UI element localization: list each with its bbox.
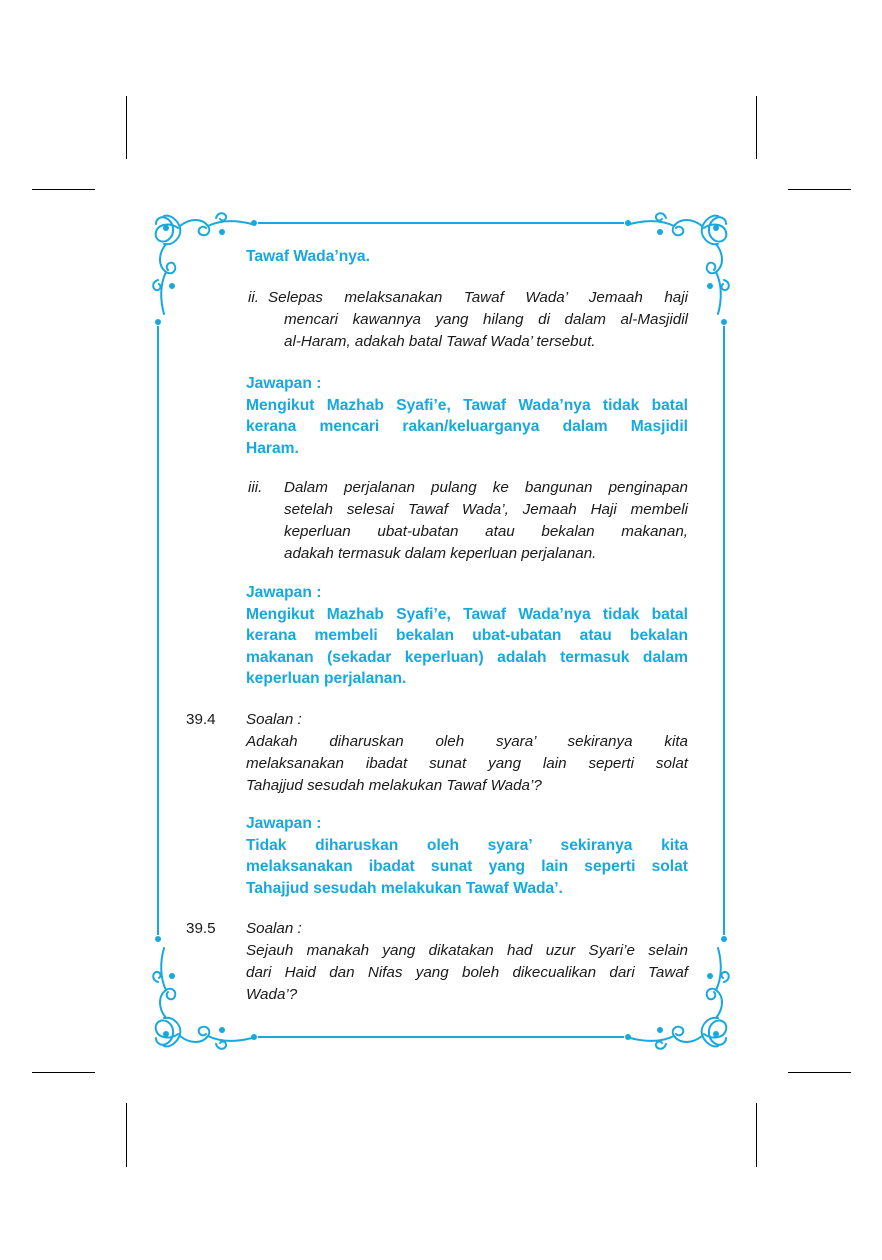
question-line: dari Haid dan Nifas yang boleh dikecualikan dari Tawaf	[246, 964, 688, 981]
question-label: Soalan :	[246, 920, 302, 937]
sub-question-ii-line: mencari kawannya yang hilang di dalam al-Masjidil	[284, 311, 688, 328]
sub-question-iii-line: keperluan ubat-ubatan atau bekalan makanan,	[284, 523, 688, 540]
question-39-4	[246, 709, 688, 797]
sub-question-ii-line: Selepas melaksanakan Tawaf Wada’ Jemaah haji	[268, 289, 688, 306]
sub-question-iii-line: Dalam perjalanan pulang ke bangunan penginapan	[284, 479, 688, 496]
answer-line: Mengikut Mazhab Syafi’e, Tawaf Wada’nya tidak batal	[246, 396, 688, 414]
question-line: Adakah diharuskan oleh syara’ sekiranya kita	[246, 733, 688, 750]
question-39-5	[246, 918, 688, 1006]
question-line: Wada’?	[246, 986, 298, 1003]
sub-question-ii	[268, 287, 688, 309]
answer-line: melaksanakan ibadat sunat yang lain seperti solat	[246, 858, 688, 875]
answer-39-4	[246, 813, 688, 899]
sub-question-ii-cont	[284, 309, 688, 353]
continuation-answer-end: Tawaf Wada’nya.	[246, 248, 370, 265]
sub-question-marker-iii: iii.	[248, 479, 263, 496]
sub-question-iii-line: adakah termasuk dalam keperluan perjalanan.	[284, 545, 597, 562]
answer-line: Haram.	[246, 439, 299, 457]
answer-line: makanan (sekadar keperluan) adalah termasuk dalam	[246, 648, 688, 666]
question-line: Sejauh manakah yang dikatakan had uzur Syari’e selain	[246, 942, 688, 959]
answer-line: Mengikut Mazhab Syafi’e, Tawaf Wada’nya tidak batal	[246, 605, 688, 623]
answer-line: Tahajjud sesudah melakukan Tawaf Wada’.	[246, 879, 563, 897]
answer-line: kerana membeli bekalan ubat-ubatan atau bekalan	[246, 627, 688, 644]
answer-iii	[246, 582, 688, 690]
question-label: Soalan :	[246, 711, 302, 728]
answer-label: Jawapan :	[246, 584, 322, 601]
sub-question-ii-line: al-Haram, adakah batal Tawaf Wada’ tersebut.	[284, 333, 596, 350]
section-number-39-5: 39.5	[186, 920, 216, 937]
answer-label: Jawapan :	[246, 375, 322, 392]
answer-line: keperluan perjalanan.	[246, 670, 407, 687]
answer-line: Tidak diharuskan oleh syara’ sekiranya kita	[246, 836, 688, 854]
question-line: Tahajjud sesudah melakukan Tawaf Wada’?	[246, 777, 542, 794]
sub-question-marker-ii: ii.	[248, 289, 259, 306]
answer-label: Jawapan :	[246, 815, 322, 832]
answer-line: kerana mencari rakan/keluarganya dalam Masjidil	[246, 418, 688, 435]
sub-question-iii-line: setelah selesai Tawaf Wada’, Jemaah Haji membeli	[284, 501, 688, 518]
section-number-39-4: 39.4	[186, 711, 216, 728]
sub-question-iii	[284, 477, 688, 565]
question-line: melaksanakan ibadat sunat yang lain seperti solat	[246, 755, 688, 772]
answer-ii	[246, 373, 688, 459]
